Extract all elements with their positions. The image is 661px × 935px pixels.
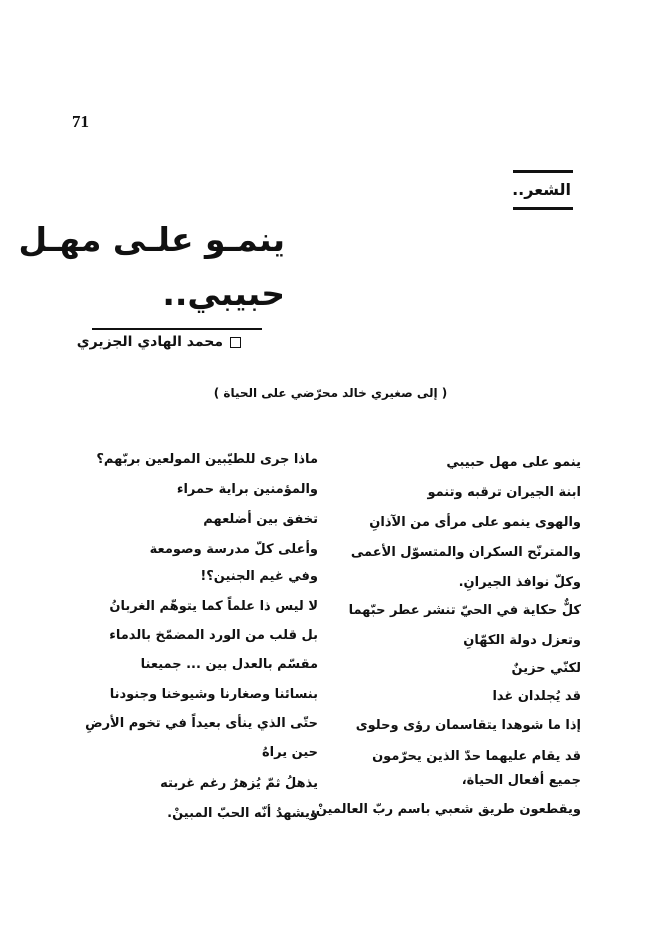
verse-line: وأعلى كلّ مدرسة وصومعة — [149, 542, 318, 557]
verse-line: يذهلُ ثمّ يُزهرُ رغم غربته — [160, 776, 318, 791]
verse-line: مقسّم بالعدل بين ... جميعنا — [140, 657, 318, 672]
verse-line: وكلّ نوافذ الجيرانِ. — [458, 575, 581, 590]
verse-line: قد يقام عليهما حدّ الذين يحرّمون جميع أفعال الحياة، — [372, 749, 581, 788]
verse-line: تخفق بين أضلعهم — [203, 512, 318, 527]
verse-line: ويشهدُ أنّه الحبّ المبينْ. — [167, 806, 318, 821]
verse-line: لا ليس ذا علماً كما يتوهّم الغربانُ — [109, 599, 318, 614]
verse-line: ينمو على مهل حبيبي — [446, 455, 581, 470]
verse-line: كلٌّ حكاية في الحيّ تنشر عطر حبّهما — [348, 603, 581, 618]
verse-line: حتّى الذي ينأى بعيداً في تخوم الأرضِ — [85, 716, 318, 731]
section-label: الشعر.. — [512, 180, 571, 199]
section-rule-bottom — [513, 207, 573, 210]
verse-line: وفي غيم الجنين؟! — [200, 569, 318, 584]
poem-title-line-1: ينمـو علـى مهـل — [18, 220, 285, 259]
page-number: 71 — [72, 112, 89, 131]
verse-line: ماذا جرى للطيّبين المولعين بربّهم؟ — [96, 452, 318, 467]
verse-line: إذا ما شوهدا يتقاسمان رؤى وحلوى — [355, 718, 581, 733]
verse-line: بل قلب من الورد المضمّخ بالدماء — [109, 628, 318, 643]
verse-line: لكنّي حزينٌ — [511, 661, 581, 676]
dedication: ( إلى صغيري خالد محرّضي على الحياة ) — [213, 386, 448, 400]
verse-line: حين يراهُ — [262, 745, 318, 760]
verse-line: بنسائنا وصغارنا وشيوخنا وجنودنا — [109, 687, 318, 702]
author-name: محمد الهادي الجزيري — [76, 334, 223, 350]
author-rule — [92, 328, 262, 330]
verse-line: والمؤمنين براية حمراء — [176, 482, 318, 497]
verse-line: وتعزل دولة الكهّانِ — [463, 633, 581, 648]
verse-line: ابنة الجيران ترقبه وتنمو — [427, 485, 581, 500]
square-bullet-icon — [230, 337, 241, 348]
verse-line: والمترنّح السكران والمتسوّل الأعمى — [350, 545, 581, 560]
poem-title-line-2: حبيبي.. — [162, 274, 285, 313]
section-rule-top — [513, 170, 573, 173]
verse-line: والهوى ينمو على مرأى من الآذانِ — [369, 515, 581, 530]
author-byline — [77, 334, 241, 350]
verse-line: قد يُجلدان غدا — [492, 689, 581, 704]
verse-line: ويقطعون طريق شعبي باسم ربّ العالمينْ. — [310, 802, 581, 817]
